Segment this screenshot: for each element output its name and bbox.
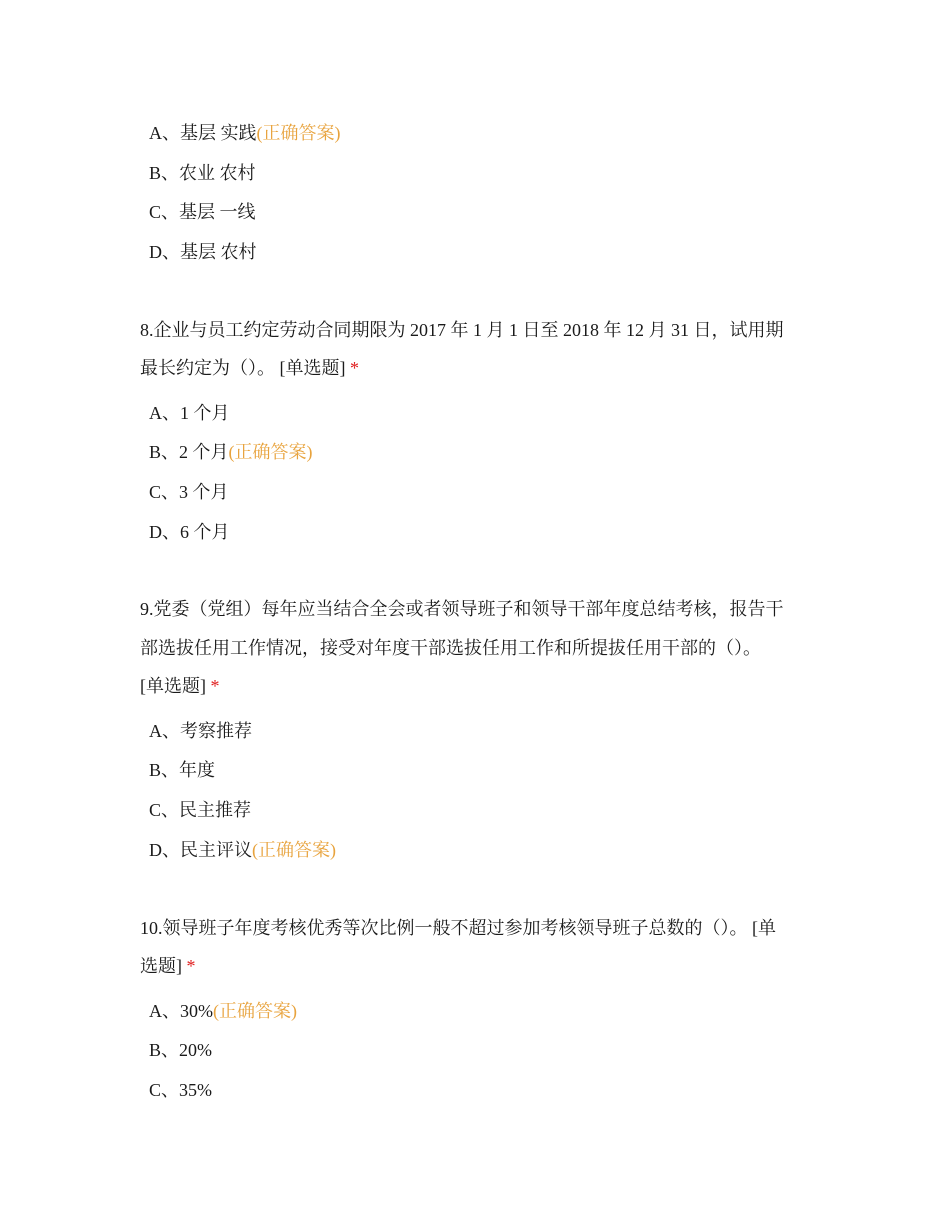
q8-title-line-1: 8.企业与员工约定劳动合同期限为 2017 年 1 月 1 日至 2018 年 12 月 31 日，试用期 — [140, 320, 784, 340]
q9-option-d: D、民主评议(正确答案) — [149, 840, 336, 860]
required-star: * — [210, 676, 220, 696]
q7-option-c: C、基层 一线 — [149, 202, 256, 222]
q8-option-c: C、3 个月 — [149, 482, 229, 502]
correct-answer-marker: (正确答案) — [256, 123, 341, 143]
correct-answer-marker: (正确答案) — [252, 840, 336, 860]
required-star: * — [350, 358, 359, 378]
correct-answer-marker: (正确答案) — [213, 1001, 297, 1021]
q9-title-line-3: [单选题] * — [140, 676, 220, 696]
q7-option-d: D、基层 农村 — [149, 242, 257, 262]
q10-option-a: A、30%(正确答案) — [149, 1001, 297, 1021]
q10-option-b: B、20% — [149, 1040, 212, 1060]
q10-title-line-2: 选题] * — [140, 956, 196, 976]
q9-title-line-2: 部选拔任用工作情况，接受对年度干部选拔任用工作和所提拔任用干部的（）。 — [140, 638, 761, 658]
q8-option-a: A、1 个月 — [149, 403, 230, 423]
q8-option-d: D、6 个月 — [149, 522, 230, 542]
q9-option-b: B、年度 — [149, 760, 216, 780]
q8-title-line-2: 最长约定为（）。 [单选题] * — [140, 358, 359, 378]
q10-option-c: C、35% — [149, 1080, 212, 1100]
q7-option-a: A、基层 实践(正确答案) — [149, 123, 341, 143]
q9-title-line-1: 9.党委（党组）每年应当结合全会或者领导班子和领导干部年度总结考核，报告干 — [140, 599, 784, 619]
q9-option-c: C、民主推荐 — [149, 800, 252, 820]
q10-title-line-1: 10.领导班子年度考核优秀等次比例一般不超过参加考核领导班子总数的（）。 [单 — [140, 918, 776, 938]
correct-answer-marker: (正确答案) — [228, 442, 313, 462]
q9-option-a: A、考察推荐 — [149, 721, 252, 741]
required-star: * — [186, 956, 196, 976]
q8-option-b: B、2 个月(正确答案) — [149, 442, 313, 462]
q7-option-b: B、农业 农村 — [149, 163, 256, 183]
